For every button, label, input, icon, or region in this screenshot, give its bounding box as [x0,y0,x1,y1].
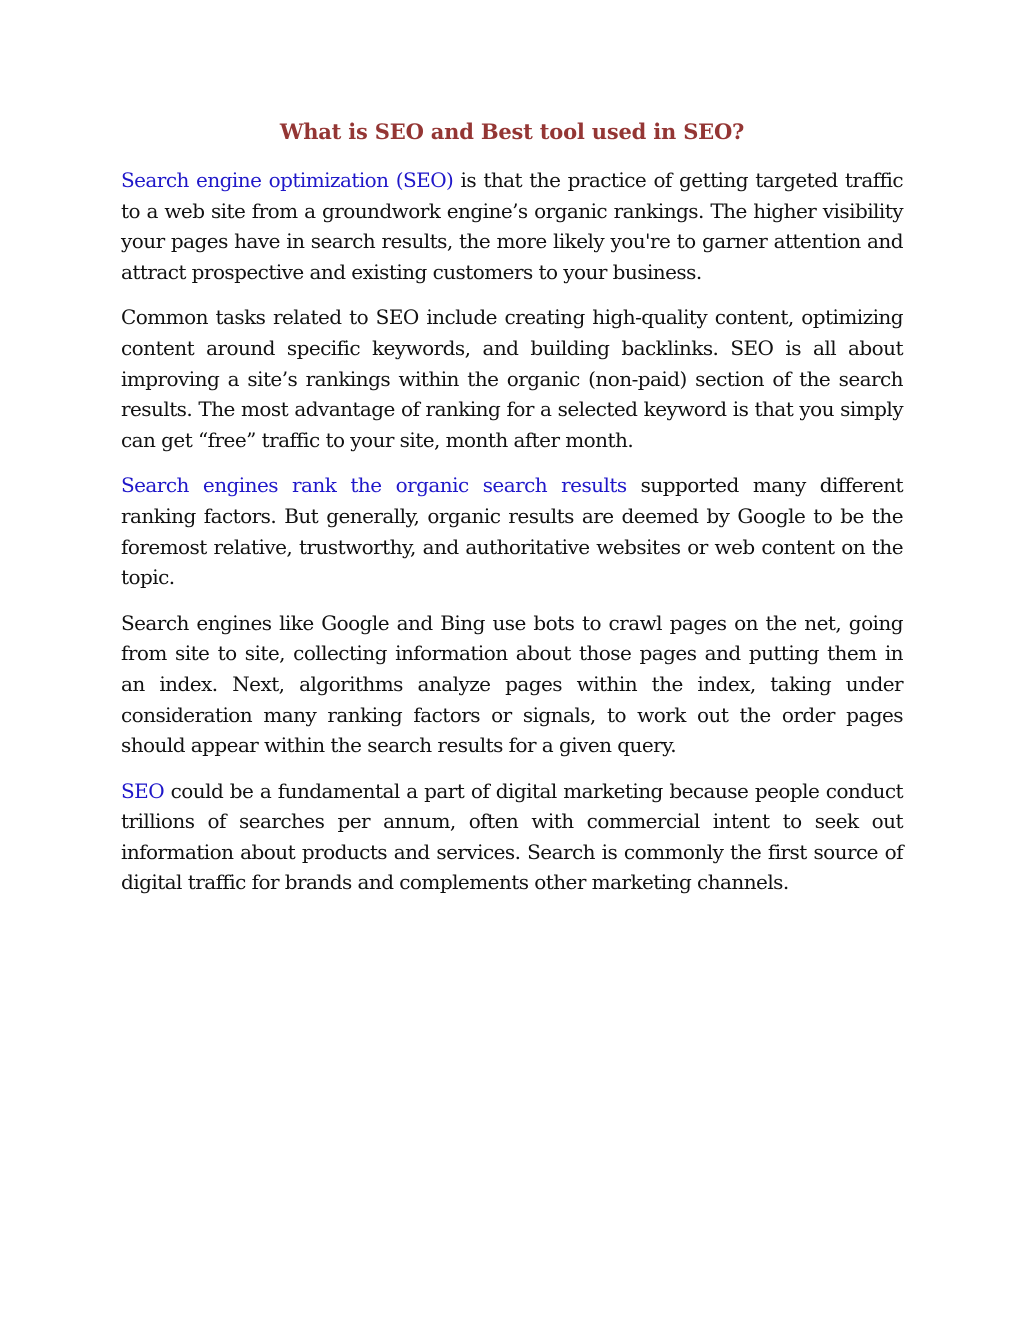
paragraph-crawling [121,608,903,761]
paragraph-text: could be a fundamental a part of digital marketing because people conduct trillions of searches per annum, often with commercial intent to seek out information about products and services. Search is commonly the first source of digital traffic for brands and complements other marketing channels. [121,778,903,895]
paragraph-ranking-factors [121,470,903,592]
organic-results-link[interactable]: Search engines rank the organic search results [121,473,627,498]
paragraph-text: Search engines like Google and Bing use bots to crawl pages on the net, going from site to site, collecting information about those pages and putting them in an index. Next, algorithms analyze pages within the index, taking under consideration many ranking factors or signals, to work out the order pages should appear within the search results for a given query. [121,610,903,758]
seo-definition-link[interactable]: Search engine optimization (SEO) [121,168,454,192]
paragraph-seo-definition [121,165,903,287]
seo-link[interactable]: SEO [121,778,165,803]
document-body [121,117,903,913]
paragraph-text: Common tasks related to SEO include creating high-quality content, optimizing content around specific keywords, and building backlinks. SEO is all about improving a site’s rankings within the organic (non-paid) section of the search results. The most advantage of ranking for a selected keyword is that you simply can get “free” traffic to your site, month after month. [121,305,903,452]
paragraph-common-tasks [121,302,903,455]
paragraph-text: supported many different ranking factors. But generally, organic results are deemed by Google to be the foremost relative, trustworthy, and authoritative websites or web content on the topic. [121,473,903,590]
paragraph-digital-marketing [121,776,903,898]
paragraph-text: is that the practice of getting targeted traffic to a web site from a groundwork engine’s organic rankings. The higher visibility your pages have in search results, the more likely you're to garner attention and attract prospective and existing customers to your business. [121,168,903,284]
document-title: What is SEO and Best tool used in SEO? [279,119,745,144]
